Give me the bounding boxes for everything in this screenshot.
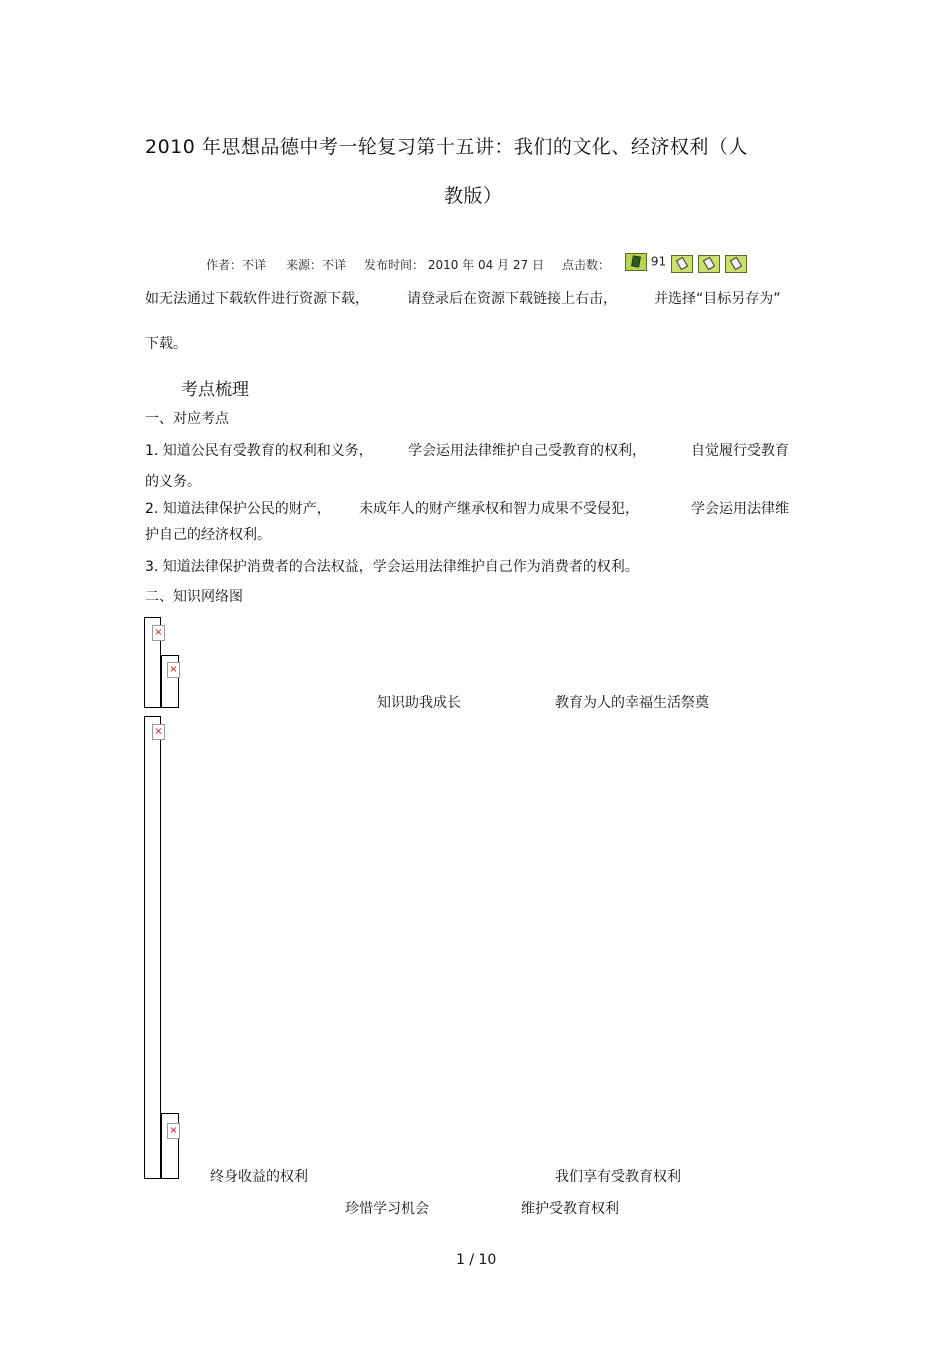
section-heading: 考点梳理 (181, 380, 249, 400)
diagram-label-protect-right: 维护受教育权利 (521, 1201, 619, 1217)
point-2-part1: 2. 知道法律保护公民的财产， (145, 501, 331, 517)
meta-source: 来源：不详 (286, 258, 347, 272)
meta-clicks-value: 91 (650, 254, 667, 269)
diagram-label-right-to-education: 我们享有受教育权利 (555, 1169, 681, 1185)
pencil-icon (698, 255, 720, 273)
clicks-widget (625, 253, 666, 271)
meta-clicks-label: 点击数： (562, 258, 611, 272)
diagram-label-knowledge-growth: 知识助我成长 (377, 695, 461, 711)
point-1-part2: 学会运用法律维护自己受教育的权利， (408, 443, 646, 459)
diagram-frame-bottom-left (144, 716, 161, 1179)
meta-date: 发布时间： 2010 年 04 月 27 日 (364, 258, 544, 272)
click-count-icon (625, 253, 647, 271)
notice-part2: 请登录后在资源下载链接上右击， (407, 291, 617, 307)
broken-image-icon: × (167, 1123, 180, 1139)
meta-author: 作者：不详 (206, 258, 267, 272)
diagram-label-education-foundation: 教育为人的幸福生活祭奠 (555, 695, 709, 711)
broken-image-icon: × (152, 625, 165, 641)
subsection-heading-1: 一、对应考点 (145, 411, 229, 427)
rating-icons (671, 253, 747, 273)
pencil-icon (671, 255, 693, 273)
broken-image-icon: × (167, 662, 180, 678)
subsection-heading-2: 二、知识网络图 (145, 589, 243, 605)
point-1-part4: 的义务。 (145, 474, 201, 490)
page-title-continued: 教版） (444, 185, 503, 207)
point-1-part1: 1. 知道公民有受教育的权利和义务， (145, 443, 373, 459)
point-2-part4: 护自己的经济权利。 (145, 527, 271, 543)
pencil-icon (725, 255, 747, 273)
page-number: 1 / 10 (456, 1252, 497, 1268)
point-2-part2: 未成年人的财产继承权和智力成果不受侵犯， (359, 501, 639, 517)
page-title: 2010 年思想品德中考一轮复习第十五讲：我们的文化、经济权利（人 (145, 136, 748, 158)
point-2-part3: 学会运用法律维 (691, 501, 789, 517)
point-3: 3. 知道法律保护消费者的合法权益，学会运用法律维护自己作为消费者的权利。 (145, 559, 639, 575)
notice-part1: 如无法通过下载软件进行资源下载， (145, 291, 369, 307)
point-1-part3: 自觉履行受教育 (691, 443, 789, 459)
notice-part4: 下载。 (145, 336, 187, 352)
notice-part3: 并选择“目标另存为” (654, 291, 781, 307)
diagram-label-lifelong-right: 终身收益的权利 (210, 1169, 308, 1185)
diagram-label-cherish-learning: 珍惜学习机会 (345, 1201, 429, 1217)
broken-image-icon: × (152, 724, 165, 740)
